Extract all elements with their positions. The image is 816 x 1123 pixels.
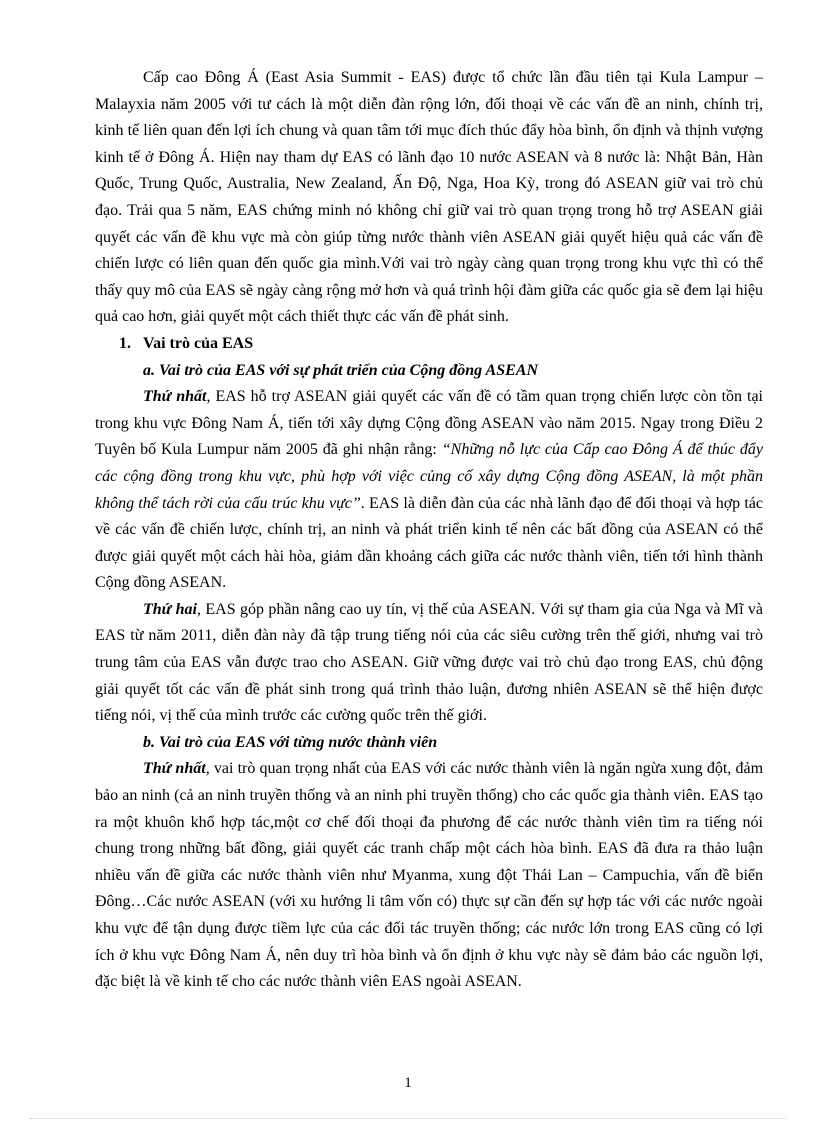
section-1-title: Vai trò của EAS [143, 334, 254, 352]
subsection-b-heading: b. Vai trò của EAS với từng nước thành viên [143, 733, 438, 751]
paragraph-a1-lead: Thứ nhất [143, 388, 207, 406]
page-number: 1 [404, 1075, 412, 1091]
paragraph-a2 [95, 597, 763, 730]
kuala-lumpur-declaration-quote: “Những nỗ lực của Cấp cao Đông Á để thúc đẩy các cộng đồng trong khu vực, phù hợp với việc củng cố xây dựng Cộng đồng ASEAN, là một phần không thể tách rời của cấu trúc khu vực” [95, 441, 763, 512]
document-body [95, 65, 763, 996]
section-1-heading [95, 331, 763, 358]
section-1-number: 1. [119, 334, 131, 352]
subsection-a-heading: a. Vai trò của EAS với sự phát triển của Cộng đồng ASEAN [143, 361, 539, 379]
paragraph-b1-lead: Thứ nhất [143, 760, 206, 778]
paragraph-a2-text: , EAS góp phần nâng cao uy tín, vị thế của ASEAN. Với sự tham gia của Nga và Mĩ và EAS từ năm 2011, diễn đàn này đã tập trung tiếng nói của các siêu cường trên thế giới, nhưng vai trò trung tâm của EAS vẫn được trao cho ASEAN. Giữ vững được vai trò chủ đạo trong EAS, chủ động giải quyết tốt các vấn đề phát sinh trong quá trình thảo luận, đương nhiên ASEAN sẽ thể hiện được tiếng nói, vị thế của mình trước các cường quốc trên thế giới. [95, 600, 763, 725]
paragraph-b1-text: , vai trò quan trọng nhất của EAS với các nước thành viên là ngăn ngừa xung đột, đảm bảo an ninh (cả an ninh truyền thống và an ninh phi truyền thống) cho các quốc gia thành viên. EAS tạo ra một khuôn khổ hợp tác,một cơ chế đối thoại đa phương để các nước thành viên tìm ra tiếng nói chung trong những bất đồng, giải quyết các tranh chấp một cách hòa bình. EAS đã đưa ra thảo luận nhiều vấn đề giữa các nước thành viên như Myanma, xung đột Thái Lan – Campuchia, vấn đề biển Đông…Các nước ASEAN (với xu hướng li tâm vốn có) thực sự cần đến sự hợp tác với các nước ngoài khu vực để tận dụng được tiềm lực của các đối tác truyền thống; các nước lớn trong EAS cũng có lợi ích ở khu vực Đông Nam Á, nên duy trì hòa bình và ổn định ở khu vực này sẽ đảm bảo các nguồn lợi, đặc biệt là về kinh tế cho các nước thành viên EAS ngoài ASEAN. [95, 760, 764, 991]
intro-paragraph: Cấp cao Đông Á (East Asia Summit - EAS) được tổ chức lần đầu tiên tại Kula Lampur – Malayxia năm 2005 với tư cách là một diễn đàn rộng lớn, đối thoại về các vấn đề an ninh, chính trị, kinh tế liên quan đến lợi ích chung và quan tâm tới mục đích thúc đẩy hòa bình, ổn định và thịnh vượng kinh tế ở Đông Á. Hiện nay tham dự EAS có lãnh đạo 10 nước ASEAN và 8 nước là: Nhật Bản, Hàn Quốc, Trung Quốc, Australia, New Zealand, Ấn Độ, Nga, Hoa Kỳ, trong đó ASEAN giữ vai trò chủ đạo. Trải qua 5 năm, EAS chứng minh nó không chỉ giữ vai trò quan trọng trong hỗ trợ ASEAN giải quyết các vấn đề khu vực mà còn giúp từng nước thành viên ASEAN giải quyết hiệu quả các vấn đề chiến lược có liên quan đến quốc gia mình.Với vai trò ngày càng quan trọng trong khu vực thì có thể thấy quy mô của EAS sẽ ngày càng rộng mở hơn và quá trình hội đàm giữa các quốc gia sẽ đem lại hiệu quả cao hơn, giải quyết một cách thiết thực các vấn đề phát sinh. [95, 69, 763, 326]
paragraph-a2-lead: Thứ hai [143, 600, 197, 618]
paragraph-a1-text-2: . EAS là diễn đàn của các nhà lãnh đạo để đối thoại và hợp tác về các vấn đề chiến lược, chính trị, an ninh và phát triển kinh tế nên các bất đồng của ASEAN có thể được giải quyết một cách hài hòa, giảm dần khoảng cách giữa các nước thành viên, tiến tới hình thành Cộng đồng ASEAN. [95, 494, 763, 592]
paragraph-a1 [95, 384, 763, 597]
paragraph-a1-text-1: , EAS hỗ trợ ASEAN giải quyết các vấn đề có tầm quan trọng chiến lược còn tồn tại trong khu vực Đông Nam Á, tiến tới xây dựng Cộng đồng ASEAN vào năm 2015. Ngay trong Điều 2 Tuyên bố Kula Lumpur năm 2005 đã ghi nhận rằng: [95, 388, 763, 459]
paragraph-b1 [95, 756, 763, 995]
page-bottom-rule [30, 1118, 786, 1119]
